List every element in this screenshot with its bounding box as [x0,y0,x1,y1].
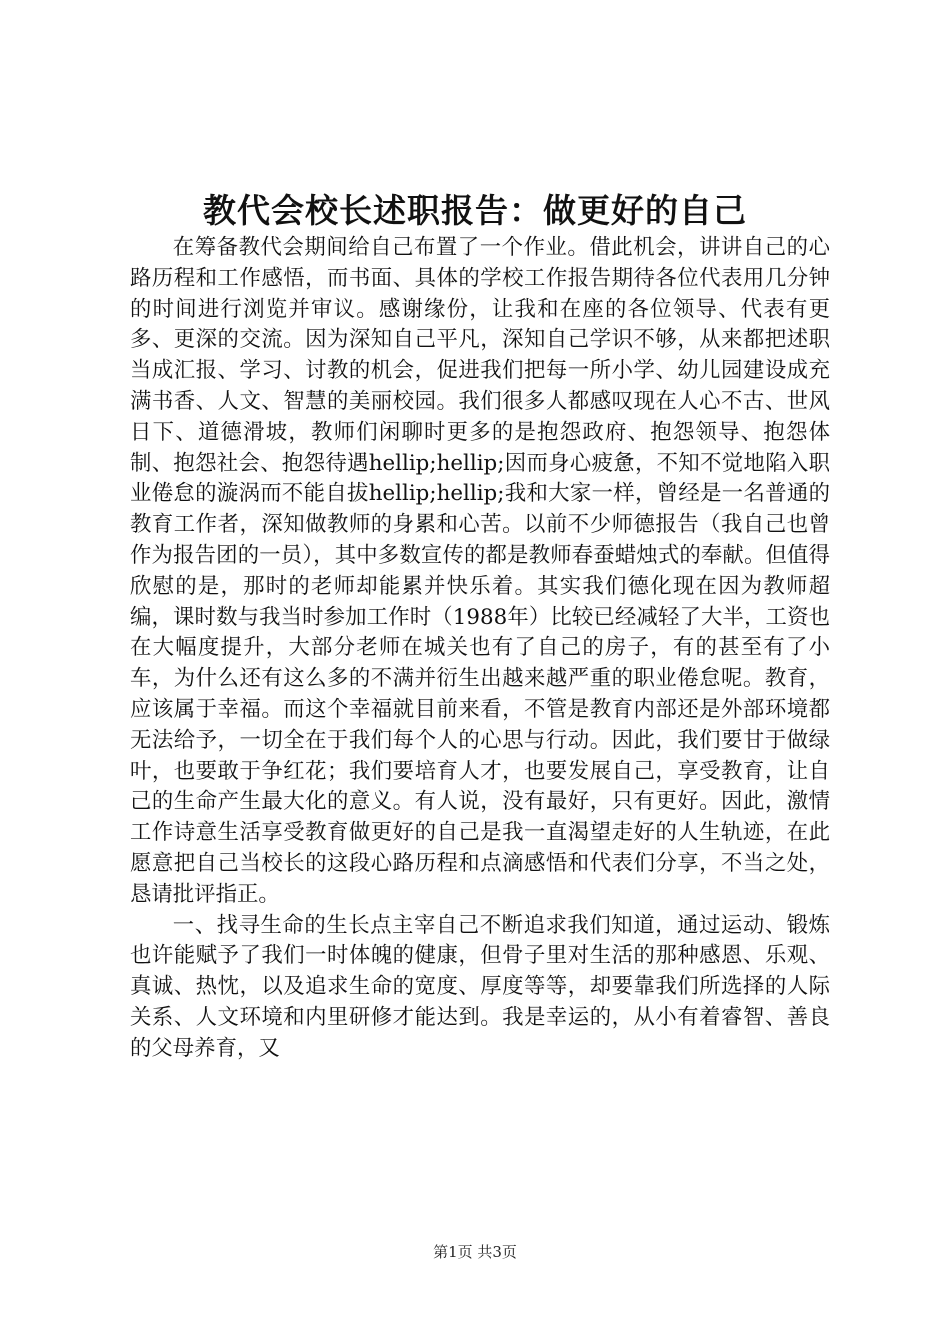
page-footer: 第1页 共3页 [433,1243,517,1261]
document-body [130,233,830,1065]
document-title: 教代会校长述职报告：做更好的自己 [203,191,747,230]
paragraph-intro: 在筹备教代会期间给自己布置了一个作业。借此机会，讲讲自己的心路历程和工作感悟，而书面、具体的学校工作报告期待各位代表用几分钟的时间进行浏览并审议。感谢缘份，让我和在座的各位领导、代表有更多、更深的交流。因为深知自己平凡，深知自己学识不够，从来都把述职当成汇报、学习、讨教的机会，促进我们把每一所小学、幼儿园建设成充满书香、人文、智慧的美丽校园。我们很多人都感叹现在人心不古、世风日下、道德滑坡，教师们闲聊时更多的是抱怨政府、抱怨领导、抱怨体制、抱怨社会、抱怨待遇hellip;hellip;因而身心疲惫，不知不觉地陷入职业倦怠的漩涡而不能自拔hellip;hellip;我和大家一样，曾经是一名普通的教育工作者，深知做教师的身累和心苦。以前不少师德报告（我自己也曾作为报告团的一员），其中多数宣传的都是教师春蚕蜡烛式的奉献。但值得欣慰的是，那时的老师却能累并快乐着。其实我们德化现在因为教师超编，课时数与我当时参加工作时（1988年）比较已经减轻了大半，工资也在大幅度提升，大部分老师在城关也有了自己的房子，有的甚至有了小车，为什么还有这么多的不满并衍生出越来越严重的职业倦怠呢。教育，应该属于幸福。而这个幸福就目前来看，不管是教育内部还是外部环境都无法给予，一切全在于我们每个人的心思与行动。因此，我们要甘于做绿叶，也要敢于争红花；我们要培育人才，也要发展自己，享受教育，让自己的生命产生最大化的意义。有人说，没有最好，只有更好。因此，激情工作诗意生活享受教育做更好的自己是我一直渴望走好的人生轨迹，在此愿意把自己当校长的这段心路历程和点滴感悟和代表们分享，不当之处，恳请批评指正。 [130,235,830,907]
paragraph-section-one: 一、找寻生命的生长点主宰自己不断追求我们知道，通过运动、锻炼也许能赋予了我们一时体魄的健康，但骨子里对生活的那种感恩、乐观、真诚、热忱，以及追求生命的宽度、厚度等等，却要靠我们所选择的人际关系、人文环境和内里研修才能达到。我是幸运的，从小有着睿智、善良的父母养育，又 [130,912,830,1061]
